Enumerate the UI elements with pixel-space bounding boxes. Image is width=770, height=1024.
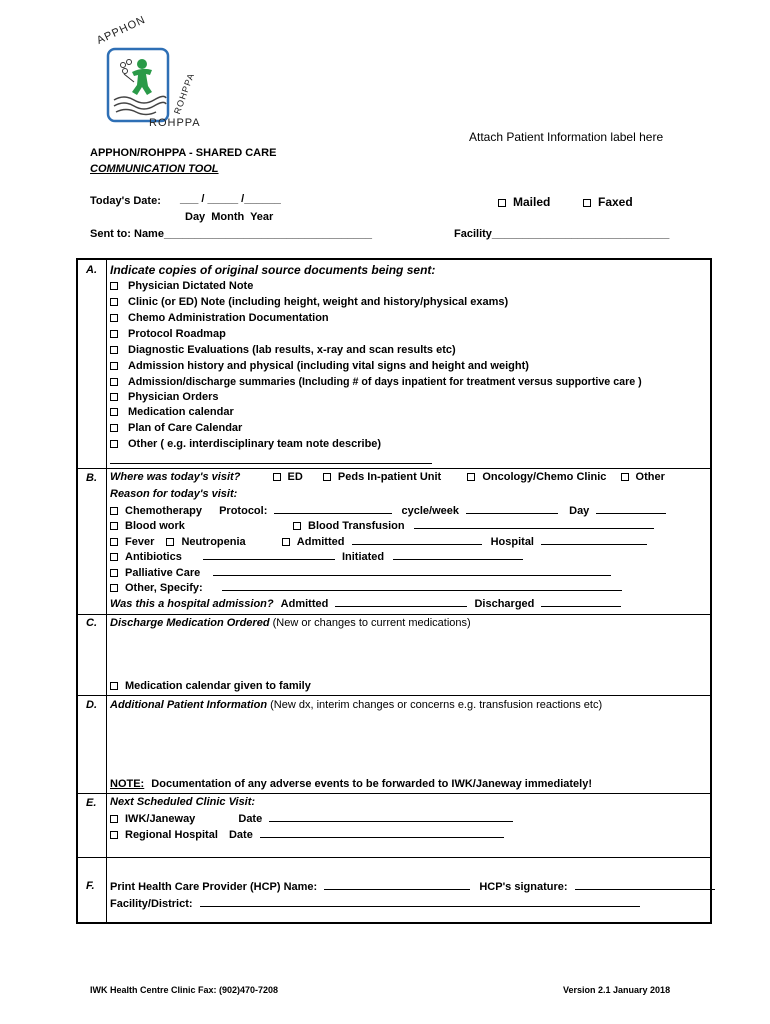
bloodwork-row (110, 519, 654, 532)
section-a-item-1[interactable] (110, 296, 508, 308)
item-label: Physician Dictated Note (128, 280, 254, 292)
checkbox[interactable] (110, 553, 118, 561)
section-d-note (110, 778, 592, 790)
checkbox[interactable] (110, 831, 118, 839)
option-label: Palliative Care (125, 567, 201, 579)
item-label: Chemo Administration Documentation (128, 312, 329, 324)
checkbox[interactable] (110, 507, 118, 515)
checkbox[interactable] (110, 362, 118, 370)
oncology-option[interactable] (467, 471, 606, 483)
option-label: Other (635, 471, 665, 483)
other-specify-line[interactable] (222, 581, 622, 591)
transfusion-line[interactable] (414, 519, 654, 529)
option-label: Oncology/Chemo Clinic (482, 471, 607, 483)
section-a-item-3[interactable] (110, 328, 226, 340)
form-table (76, 258, 712, 924)
admission-row (110, 597, 621, 610)
logo-top-text: APPHON (95, 13, 148, 47)
item-label: Protocol Roadmap (128, 328, 226, 340)
palliative-row (110, 566, 611, 579)
checkbox[interactable] (110, 538, 118, 546)
medication-calendar-option[interactable] (110, 680, 311, 692)
section-c-letter: C. (86, 617, 97, 629)
admission-question: Was this a hospital admission? (110, 598, 274, 610)
letter-column-divider (106, 260, 107, 922)
section-a-item-2[interactable] (110, 312, 329, 324)
visit-question: Where was today's visit? (110, 471, 241, 483)
item-label: Diagnostic Evaluations (lab results, x-ray and scan results etc) (128, 344, 456, 356)
logo-figure (132, 59, 152, 95)
hcp-signature-line[interactable] (575, 880, 715, 890)
checkbox[interactable] (293, 522, 301, 530)
bloodwork-option[interactable] (110, 520, 185, 532)
patient-label-area[interactable]: Attach Patient Information label here (469, 130, 664, 144)
item-label: Admission history and physical (including vital signs and height and weight) (128, 360, 529, 372)
chemo-row (110, 504, 666, 517)
faxed-label: Faxed (598, 195, 633, 209)
day-label: Day (569, 505, 590, 517)
checkbox[interactable] (110, 393, 118, 401)
admitted-line[interactable] (352, 535, 482, 545)
date-label: Today's Date: (90, 195, 161, 207)
section-e-letter: E. (86, 797, 97, 809)
divider-c-d (78, 695, 710, 696)
antibiotics-row (110, 550, 523, 563)
iwk-row (110, 812, 513, 825)
checkbox[interactable] (282, 538, 290, 546)
item-label: Physician Orders (128, 391, 219, 403)
logo-right-text: ROHPPA (172, 71, 197, 116)
date-parts: Day Month Year (185, 211, 274, 223)
section-e-title: Next Scheduled Clinic Visit: (110, 796, 256, 808)
option-label: Medication calendar given to family (125, 680, 311, 692)
section-a-title (110, 263, 435, 277)
option-label: Peds In-patient Unit (337, 471, 442, 483)
section-a-title-colon: : (431, 263, 436, 277)
reason-label: Reason for today's visit: (110, 488, 238, 500)
note-label: NOTE: (110, 778, 145, 790)
note-text: Documentation of any adverse events to be forwarded to IWK/Janeway immediately! (151, 778, 593, 790)
facility-field[interactable]: Facility_____________________________ (454, 228, 670, 240)
section-a-item-7[interactable] (110, 391, 219, 403)
discharged-label: Discharged (474, 598, 535, 610)
section-a-item-6[interactable] (110, 376, 642, 388)
checkbox[interactable] (110, 682, 118, 690)
apphon-logo (94, 13, 201, 134)
footer-version: Version 2.1 January 2018 (563, 985, 671, 995)
checkbox[interactable] (323, 473, 331, 481)
option-label: Admitted (296, 536, 345, 548)
cycle-label: cycle/week (401, 505, 459, 517)
mailed-option[interactable] (498, 195, 550, 209)
day-line[interactable] (596, 504, 666, 514)
transfusion-option[interactable] (293, 520, 405, 532)
section-a-item-8[interactable] (110, 406, 234, 418)
checkbox[interactable] (110, 298, 118, 306)
hcp-row (110, 880, 715, 893)
regional-row (110, 828, 504, 841)
tool-title: COMMUNICATION TOOL (90, 163, 219, 175)
iwk-option[interactable] (110, 813, 195, 825)
facility-district-label: Facility/District: (110, 898, 193, 910)
option-label: Blood work (125, 520, 185, 532)
checkbox[interactable] (110, 424, 118, 432)
option-label: Blood Transfusion (308, 520, 405, 532)
palliative-option[interactable] (110, 567, 200, 579)
section-a-item-9[interactable] (110, 422, 242, 434)
logo-balloons (121, 60, 135, 83)
checkbox[interactable] (110, 522, 118, 530)
visit-location-row (110, 471, 665, 483)
checkbox[interactable] (166, 538, 174, 546)
hcp-signature-label: HCP's signature: (479, 881, 568, 893)
divider-a-b (78, 468, 710, 469)
discharged-line[interactable] (541, 597, 621, 607)
antibiotics-line[interactable] (203, 550, 335, 560)
other-specify-row (110, 581, 622, 594)
section-b-letter: B. (86, 472, 97, 484)
chemo-option[interactable] (110, 505, 202, 517)
divider-e-f (78, 857, 710, 858)
option-label: Fever (125, 536, 155, 548)
item-label: Plan of Care Calendar (128, 422, 243, 434)
checkbox[interactable] (110, 569, 118, 577)
option-label: Antibiotics (125, 551, 182, 563)
initiated-label: Initiated (341, 551, 385, 563)
checkbox[interactable] (621, 473, 629, 481)
date-field[interactable]: ___ / _____ /______ (180, 193, 281, 205)
admission-admitted-line[interactable] (335, 597, 467, 607)
mailed-label: Mailed (513, 195, 551, 209)
other-describe-line[interactable] (110, 463, 432, 464)
antibiotics-option[interactable] (110, 551, 182, 563)
sent-to-field[interactable]: Sent to: Name__________________________________ (90, 228, 372, 240)
admission-admitted-label: Admitted (280, 598, 329, 610)
section-a-letter: A. (86, 264, 97, 276)
section-d-title-text: Additional Patient Information (110, 699, 268, 711)
peds-option[interactable] (323, 471, 441, 483)
regional-option[interactable] (110, 829, 218, 841)
section-d-title (110, 699, 602, 711)
section-d-subtitle: (New dx, interim changes or concerns e.g. transfusion reactions etc) (270, 699, 603, 711)
org-title: APPHON/ROHPPA - SHARED CARE (90, 147, 277, 159)
hcp-name-line[interactable] (324, 880, 470, 890)
hcp-name-label: Print Health Care Provider (HCP) Name: (110, 881, 318, 893)
item-label: Other ( e.g. interdisciplinary team note describe) (128, 438, 382, 450)
item-label: Clinic (or ED) Note (including height, weight and history/physical exams) (128, 296, 509, 308)
checkbox[interactable] (467, 473, 475, 481)
option-label: IWK/Janeway (125, 813, 196, 825)
section-f-letter: F. (86, 880, 95, 892)
divider-b-c (78, 614, 710, 615)
initiated-line[interactable] (393, 550, 523, 560)
option-label: Chemotherapy (125, 505, 203, 517)
checkbox[interactable] (273, 473, 281, 481)
checkbox[interactable] (110, 440, 118, 448)
item-label: Medication calendar (128, 406, 234, 418)
section-c-title-text: Discharge Medication Ordered (110, 617, 270, 629)
checkbox[interactable] (110, 282, 118, 290)
divider-d-e (78, 793, 710, 794)
mailed-checkbox[interactable] (498, 199, 506, 207)
section-a-item-5[interactable] (110, 360, 529, 372)
checkbox[interactable] (110, 408, 118, 416)
admitted-option[interactable] (282, 536, 345, 548)
facility-district-line[interactable] (200, 897, 640, 907)
hospital-line[interactable] (541, 535, 647, 545)
neutropenia-option[interactable] (166, 536, 245, 548)
date2-label: Date (228, 829, 253, 841)
item-label: Admission/discharge summaries (Including # of days inpatient for treatment versus supportive care ) (128, 376, 642, 388)
checkbox[interactable] (110, 378, 118, 386)
hospital-label: Hospital (490, 536, 534, 548)
palliative-line[interactable] (213, 566, 611, 576)
checkbox[interactable] (110, 815, 118, 823)
option-label: Neutropenia (181, 536, 246, 548)
section-a-item-10[interactable] (110, 438, 381, 450)
section-a-title-text: Indicate copies of original source documents being sent (110, 263, 432, 277)
option-label: Other, Specify: (125, 582, 203, 594)
option-label: ED (287, 471, 303, 483)
fever-option[interactable] (110, 536, 154, 548)
protocol-label: Protocol: (219, 505, 268, 517)
ed-option[interactable] (273, 471, 303, 483)
date2-line[interactable] (260, 828, 504, 838)
option-label: Regional Hospital (125, 829, 218, 841)
fever-row (110, 535, 647, 548)
other-specify-option[interactable] (110, 582, 203, 594)
section-c-subtitle: (New or changes to current medications) (272, 617, 471, 629)
checkbox[interactable] (110, 330, 118, 338)
faxed-option[interactable] (583, 195, 633, 209)
faxed-checkbox[interactable] (583, 199, 591, 207)
section-a-item-0[interactable] (110, 280, 253, 292)
section-d-letter: D. (86, 699, 97, 711)
protocol-line[interactable] (274, 504, 392, 514)
logo-bottom-text: ROHPPA (149, 117, 201, 129)
date1-line[interactable] (269, 812, 513, 822)
date1-label: Date (238, 813, 263, 825)
cycle-line[interactable] (466, 504, 558, 514)
checkbox[interactable] (110, 314, 118, 322)
logo-waves (114, 96, 166, 114)
section-c-title (110, 617, 471, 629)
checkbox[interactable] (110, 346, 118, 354)
checkbox[interactable] (110, 584, 118, 592)
facility-district-row (110, 897, 640, 910)
other-visit-option[interactable] (621, 471, 665, 483)
section-a-item-4[interactable] (110, 344, 456, 356)
footer-fax: IWK Health Centre Clinic Fax: (902)470-7208 (90, 985, 279, 995)
